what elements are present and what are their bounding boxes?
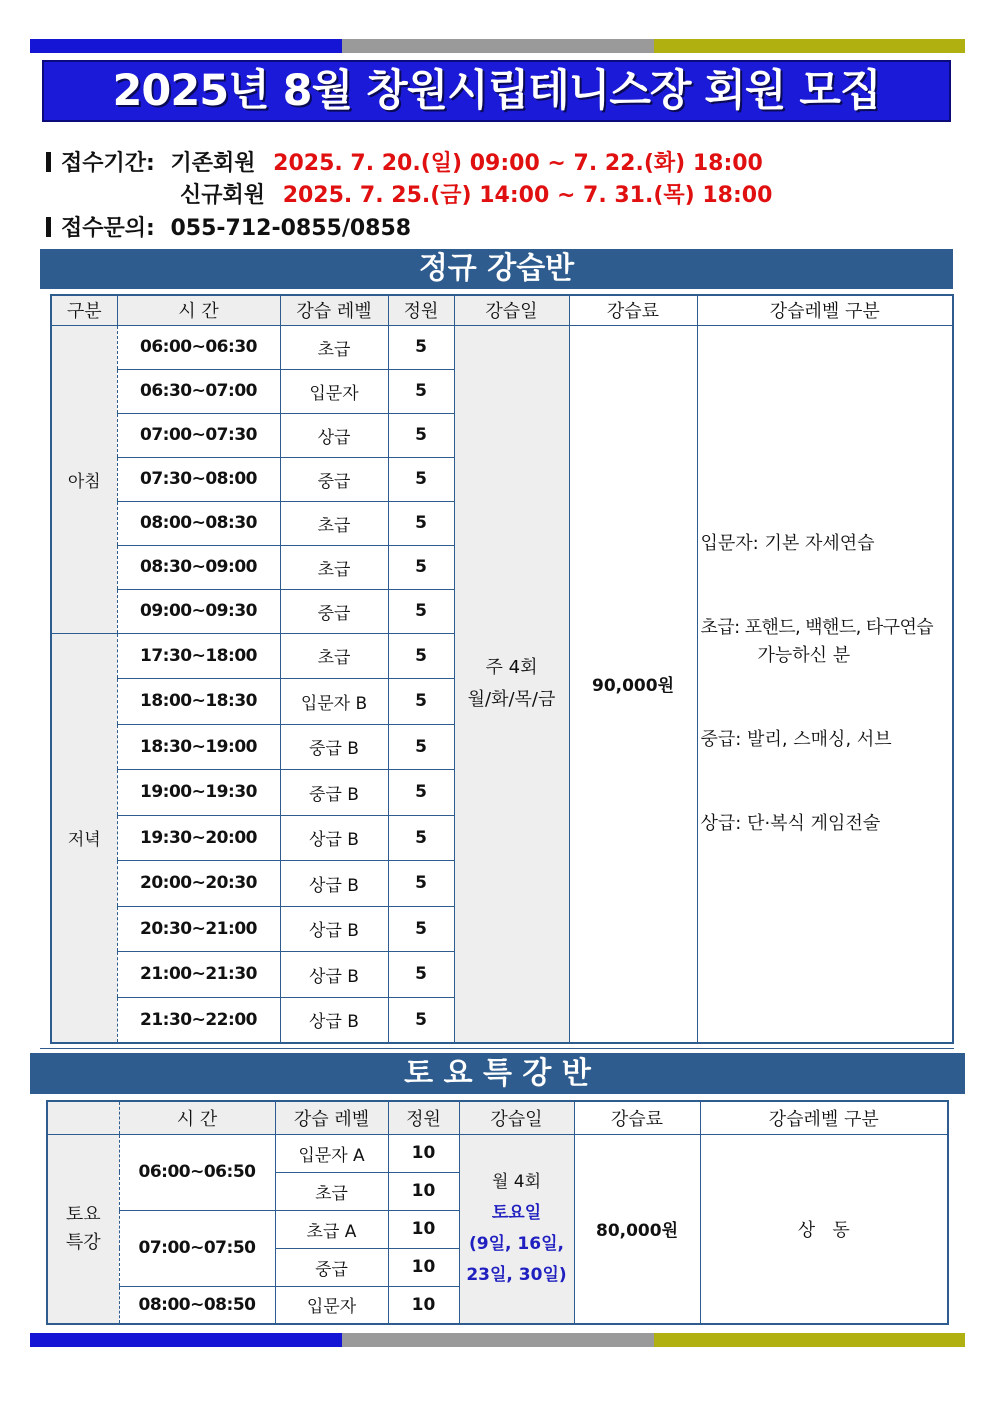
- desc-beginner: 입문자: 기본 자세연습: [700, 532, 875, 554]
- sat-header-level: 강습 레벨: [275, 1101, 388, 1134]
- table-row-capacity: 5: [388, 770, 454, 816]
- table-row-time: 06:00~06:30: [117, 325, 280, 369]
- table-row-time: 20:30~21:00: [117, 906, 280, 952]
- regular-class-heading: 정규 강습반: [40, 249, 953, 289]
- sat-days-line2: 토요일: [491, 1202, 542, 1223]
- regular-class-table: [50, 294, 954, 1044]
- table-row-capacity: 5: [388, 861, 454, 907]
- table-row-capacity: 10: [388, 1286, 459, 1324]
- sat-header-category: [47, 1101, 119, 1134]
- table-row-time: 07:30~08:00: [117, 457, 280, 501]
- table-row-capacity: 10: [388, 1210, 459, 1248]
- table-row-level: 상급 B: [280, 952, 388, 998]
- table-row-level: 상급 B: [280, 861, 388, 907]
- sat-time-2: 07:00~07:50: [119, 1210, 275, 1286]
- bottom-bar-blue: [30, 1333, 342, 1347]
- table-row-time: 08:00~08:30: [117, 501, 280, 545]
- section-divider: [40, 1048, 954, 1049]
- table-row-level: 상급 B: [280, 906, 388, 952]
- reception-contact: 접수문의: 055-712-0855/0858: [46, 211, 411, 242]
- table-row-time: 20:00~20:30: [117, 861, 280, 907]
- top-bar-olive: [654, 39, 965, 53]
- sat-header-fee: 강습료: [574, 1101, 700, 1134]
- top-bar-blue: [30, 39, 342, 53]
- sat-header-time: 시 간: [119, 1101, 275, 1134]
- table-row-level: 초급: [280, 501, 388, 545]
- table-row-level: 중급: [280, 457, 388, 501]
- sat-time-1: 06:00~06:50: [119, 1134, 275, 1210]
- saturday-class-table: [46, 1100, 949, 1325]
- table-row-level: 입문자: [275, 1286, 388, 1324]
- table-row-capacity: 10: [388, 1248, 459, 1286]
- sat-days-line3: (9일, 16일,: [469, 1233, 564, 1254]
- table-row-capacity: 5: [388, 815, 454, 861]
- reception-new: 신규회원 2025. 7. 25.(금) 14:00 ~ 7. 31.(목) 18:00: [180, 183, 773, 208]
- table-row-level: 초급 A: [275, 1210, 388, 1248]
- sat-header-capacity: 정원: [388, 1101, 459, 1134]
- sat-days-line4: 23일, 30일): [466, 1264, 567, 1285]
- table-row-capacity: 5: [388, 906, 454, 952]
- evening-label: 저녁: [51, 633, 117, 1043]
- desc-advanced: 상급: 단·복식 게임전술: [700, 812, 881, 834]
- table-row-capacity: 5: [388, 952, 454, 998]
- regular-fee: 90,000원: [569, 325, 697, 1043]
- header-category: 구분: [51, 295, 117, 325]
- saturday-fee: 80,000원: [574, 1134, 700, 1324]
- bullet-mark: [46, 217, 51, 237]
- table-row-level: 중급: [275, 1248, 388, 1286]
- table-row-level: 중급 B: [280, 724, 388, 770]
- header-level-desc: 강습레벨 구분: [697, 295, 953, 325]
- table-row-capacity: 5: [388, 589, 454, 633]
- table-row-capacity: 5: [388, 457, 454, 501]
- table-row-capacity: 5: [388, 724, 454, 770]
- table-row-level: 초급: [280, 633, 388, 679]
- table-row-capacity: 5: [388, 679, 454, 725]
- top-bar-gray: [342, 39, 654, 53]
- header-days: 강습일: [454, 295, 569, 325]
- bottom-bar-gray: [342, 1333, 654, 1347]
- table-row-level: 상급: [280, 413, 388, 457]
- bullet-mark: [46, 152, 51, 172]
- table-row-capacity: 10: [388, 1134, 459, 1172]
- table-row-capacity: 5: [388, 997, 454, 1043]
- saturday-class-heading: 토 요 특 강 반: [30, 1053, 965, 1094]
- morning-label: 아침: [51, 325, 117, 633]
- sat-days-line1: 월 4회: [491, 1171, 542, 1192]
- table-row-capacity: 10: [388, 1172, 459, 1210]
- table-row-time: 18:30~19:00: [117, 724, 280, 770]
- header-capacity: 정원: [388, 295, 454, 325]
- table-row-time: 08:30~09:00: [117, 545, 280, 589]
- table-row-level: 초급: [275, 1172, 388, 1210]
- table-row-capacity: 5: [388, 633, 454, 679]
- table-row-capacity: 5: [388, 501, 454, 545]
- saturday-label: [47, 1134, 119, 1324]
- header-time: 시 간: [117, 295, 280, 325]
- table-row-level: 입문자: [280, 369, 388, 413]
- sat-time-3: 08:00~08:50: [119, 1286, 275, 1324]
- table-row-time: 19:30~20:00: [117, 815, 280, 861]
- table-row-capacity: 5: [388, 545, 454, 589]
- page-title: 2025년 8월 창원시립테니스장 회원 모집: [42, 60, 951, 122]
- reception-existing: 접수기간: 기존회원 2025. 7. 20.(일) 09:00 ~ 7. 22.(화) 18:00: [46, 146, 763, 177]
- header-level: 강습 레벨: [280, 295, 388, 325]
- table-row-capacity: 5: [388, 369, 454, 413]
- desc-intermediate: 중급: 발리, 스매싱, 서브: [700, 728, 892, 750]
- table-row-time: 09:00~09:30: [117, 589, 280, 633]
- table-row-capacity: 5: [388, 325, 454, 369]
- table-row-level: 중급 B: [280, 770, 388, 816]
- sat-header-days: 강습일: [459, 1101, 574, 1134]
- saturday-label-line2: 특강: [65, 1231, 101, 1253]
- table-row-level: 초급: [280, 545, 388, 589]
- table-row-level: 상급 B: [280, 997, 388, 1043]
- saturday-level-desc: 상 동: [700, 1134, 948, 1324]
- desc-elementary: 초급: 포핸드, 백핸드, 타구연습: [700, 616, 934, 638]
- table-row-time: 21:00~21:30: [117, 952, 280, 998]
- regular-days-line1: 주 4회: [485, 656, 538, 678]
- table-row-level: 상급 B: [280, 815, 388, 861]
- table-row-time: 18:00~18:30: [117, 679, 280, 725]
- sat-header-level-desc: 강습레벨 구분: [700, 1101, 948, 1134]
- table-row-time: 19:00~19:30: [117, 770, 280, 816]
- desc-elementary-cont: 가능하신 분: [757, 644, 851, 666]
- bottom-bar-olive: [654, 1333, 965, 1347]
- table-row-capacity: 5: [388, 413, 454, 457]
- table-row-level: 초급: [280, 325, 388, 369]
- table-row-level: 입문자 A: [275, 1134, 388, 1172]
- table-row-level: 중급: [280, 589, 388, 633]
- saturday-label-line1: 토요: [65, 1203, 101, 1225]
- regular-days-line2: 월/화/목/금: [467, 688, 556, 710]
- regular-level-desc: [697, 325, 953, 1043]
- regular-days: [454, 325, 569, 1043]
- table-row-time: 21:30~22:00: [117, 997, 280, 1043]
- table-row-time: 07:00~07:30: [117, 413, 280, 457]
- table-row-level: 입문자 B: [280, 679, 388, 725]
- table-row-time: 06:30~07:00: [117, 369, 280, 413]
- saturday-days: [459, 1134, 574, 1324]
- table-row-time: 17:30~18:00: [117, 633, 280, 679]
- header-fee: 강습료: [569, 295, 697, 325]
